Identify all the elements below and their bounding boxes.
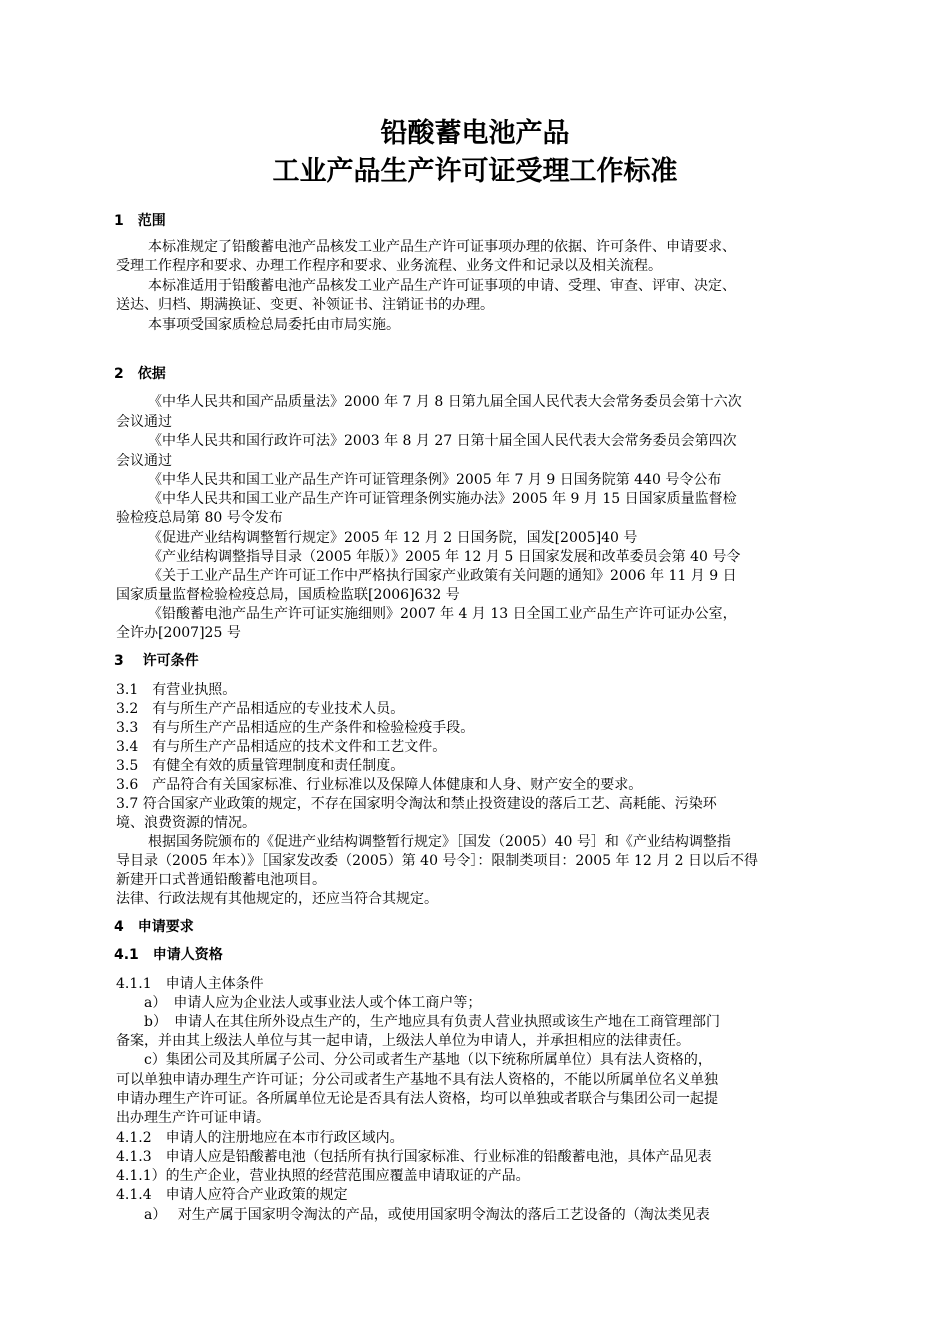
requirement-line: 备案，并由其上级法人单位与其一起申请，上级法人单位为申请人，并承担相应的法律责任。	[116, 1033, 690, 1049]
requirement-line: 4.1.2 申请人的注册地应在本市行政区域内。	[116, 1130, 404, 1146]
section-1-heading: 1 范围	[114, 213, 166, 229]
basis-line: 《中华人民共和国工业产品生产许可证管理条例实施办法》2005 年 9 月 15 日国家质量监督检	[148, 491, 737, 507]
section-4-heading: 4 申请要求	[114, 919, 194, 935]
requirement-line: c）集团公司及其所属子公司、分公司或者生产基地（以下统称所属单位）具有法人资格的，	[144, 1052, 712, 1068]
requirement-line: 申请办理生产许可证。各所属单位无论是否具有法人资格，均可以单独或者联合与集团公司一起提	[116, 1091, 718, 1107]
section-1-line: 受理工作程序和要求、办理工作程序和要求、业务流程、业务文件和记录以及相关流程。	[116, 258, 662, 274]
condition-line: 根据国务院颁布的《促进产业结构调整暂行规定》［国发（2005）40 号］和《产业结构调整指	[148, 834, 731, 850]
requirement-line: 4.1.3 申请人应是铅酸蓄电池（包括所有执行国家标准、行业标准的铅酸蓄电池，具体产品见表	[116, 1149, 712, 1165]
basis-line: 国家质量监督检验检疫总局，国质检监联[2006]632 号	[116, 587, 460, 603]
condition-line: 3.1 有营业执照。	[116, 682, 237, 698]
requirement-line: 4.1.1）的生产企业，营业执照的经营范围应覆盖申请取证的产品。	[116, 1168, 530, 1184]
basis-line: 《中华人民共和国工业产品生产许可证管理条例》2005 年 7 月 9 日国务院第 440 号令公布	[148, 472, 722, 488]
section-3-heading: 3 许可条件	[114, 653, 199, 669]
basis-line: 《中华人民共和国产品质量法》2000 年 7 月 8 日第九届全国人民代表大会常务委员会第十六次	[148, 394, 742, 410]
condition-line: 导目录（2005 年本）》［国家发改委（2005）第 40 号令］：限制类项目：2005 年 12 月 2 日以后不得	[116, 853, 759, 869]
section-1-line: 本标准适用于铅酸蓄电池产品核发工业产品生产许可证事项的申请、受理、审查、评审、决定、	[148, 278, 736, 294]
basis-line: 验检疫总局第 80 号令发布	[116, 510, 283, 526]
condition-line: 3.7 符合国家产业政策的规定，不存在国家明令淘汰和禁止投资建设的落后工艺、高耗能、污染环	[116, 796, 717, 812]
condition-line: 3.5 有健全有效的质量管理制度和责任制度。	[116, 758, 405, 774]
basis-line: 《促进产业结构调整暂行规定》2005 年 12 月 2 日国务院，国发[2005]40 号	[148, 530, 638, 546]
requirement-line: 可以单独申请办理生产许可证；分公司或者生产基地不具有法人资格的，不能以所属单位名义单独	[116, 1072, 718, 1088]
condition-line: 法律、行政法规有其他规定的，还应当符合其规定。	[116, 891, 438, 907]
document-title-line2: 工业产品生产许可证受理工作标准	[272, 156, 678, 187]
basis-line: 《产业结构调整指导目录（2005 年版）》2005 年 12 月 5 日国家发展和改革委员会第 40 号令	[148, 549, 741, 565]
basis-line: 会议通过	[116, 414, 172, 430]
requirement-line: 4.1.4 申请人应符合产业政策的规定	[116, 1187, 348, 1203]
basis-line: 全许办[2007]25 号	[116, 625, 241, 641]
basis-line: 会议通过	[116, 453, 172, 469]
requirement-line: a） 对生产属于国家明令淘汰的产品，或使用国家明令淘汰的落后工艺设备的（淘汰类见表	[144, 1207, 710, 1223]
section-1-line: 送达、归档、期满换证、变更、补领证书、注销证书的办理。	[116, 297, 494, 313]
requirement-line: a） 申请人应为企业法人或事业法人或个体工商户等；	[144, 995, 482, 1011]
document-title-line1: 铅酸蓄电池产品	[380, 118, 570, 149]
section-1-line: 本事项受国家质检总局委托由市局实施。	[148, 317, 400, 333]
condition-line: 3.6 产品符合有关国家标准、行业标准以及保障人体健康和人身、财产安全的要求。	[116, 777, 643, 793]
basis-line: 《中华人民共和国行政许可法》2003 年 8 月 27 日第十届全国人民代表大会常务委员会第四次	[148, 433, 737, 449]
condition-line: 3.2 有与所生产产品相适应的专业技术人员。	[116, 701, 405, 717]
condition-line: 境、浪费资源的情况。	[116, 815, 256, 831]
condition-line: 3.3 有与所生产产品相适应的生产条件和检验检疫手段。	[116, 720, 475, 736]
condition-line: 3.4 有与所生产产品相适应的技术文件和工艺文件。	[116, 739, 447, 755]
basis-line: 《关于工业产品生产许可证工作中严格执行国家产业政策有关问题的通知》2006 年 11 月 9 日	[148, 568, 737, 584]
basis-line: 《铅酸蓄电池产品生产许可证实施细则》2007 年 4 月 13 日全国工业产品生产许可证办公室，	[148, 606, 737, 622]
condition-line: 新建开口式普通铅酸蓄电池项目。	[116, 872, 326, 888]
section-2-heading: 2 依据	[114, 366, 166, 382]
requirement-line: 4.1.1 申请人主体条件	[116, 976, 264, 992]
requirement-line: 出办理生产许可证申请。	[116, 1110, 270, 1126]
requirement-line: b） 申请人在其住所外设点生产的，生产地应具有负责人营业执照或该生产地在工商管理部门	[144, 1014, 720, 1030]
section-4-1-heading: 4.1 申请人资格	[114, 947, 223, 963]
section-1-line: 本标准规定了铅酸蓄电池产品核发工业产品生产许可证事项办理的依据、许可条件、申请要求、	[148, 239, 736, 255]
